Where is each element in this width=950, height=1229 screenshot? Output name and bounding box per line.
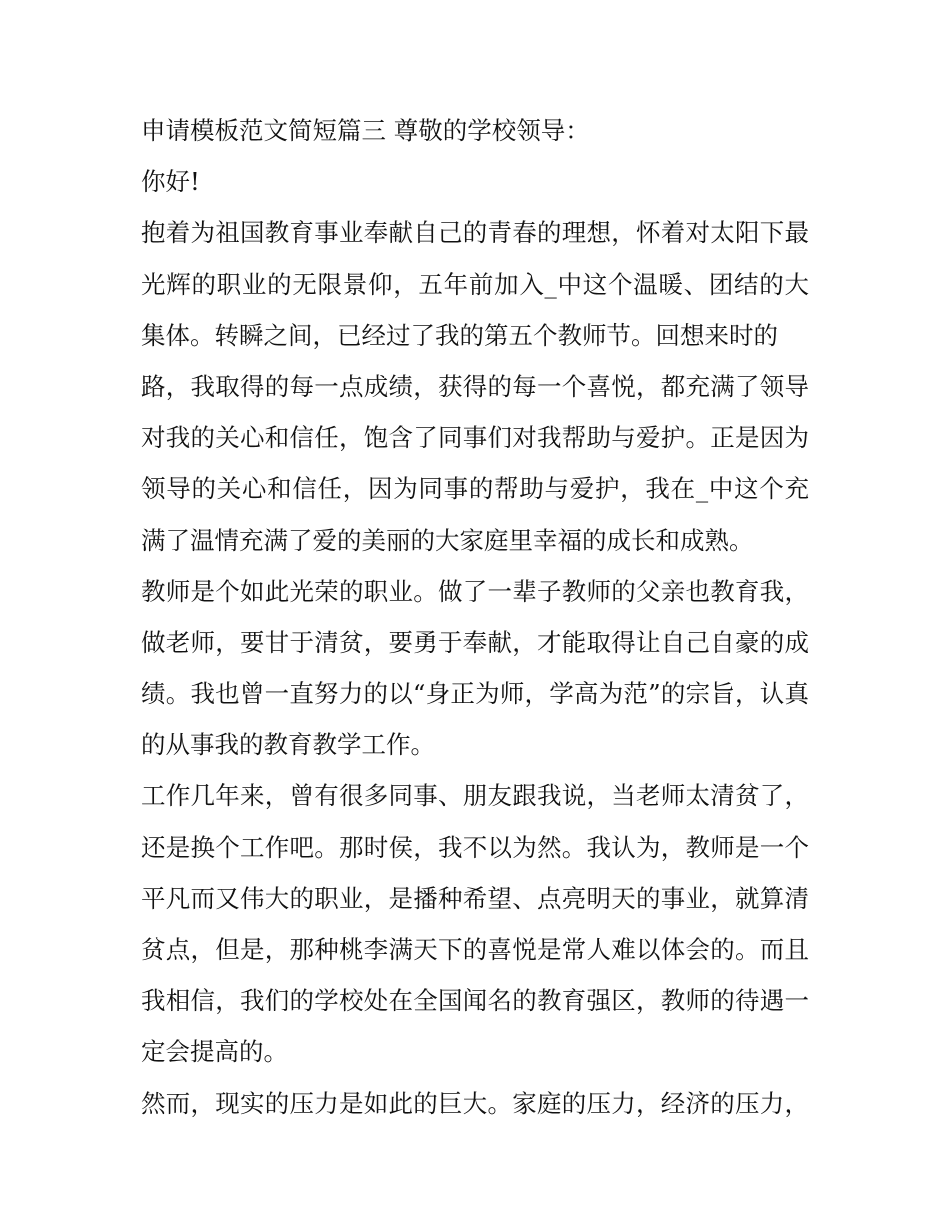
text-line: 对我的关心和信任，饱含了同事们对我帮助与爱护。正是因为 [141, 423, 809, 453]
text-line: 抱着为祖国教育事业奉献自己的青春的理想，怀着对太阳下最 [141, 218, 809, 248]
text-line: 你好! [141, 167, 200, 197]
text-line: 做老师，要甘于清贫，要勇于奉献，才能取得让自己自豪的成 [141, 627, 809, 657]
text-line: 我相信，我们的学校处在全国闻名的教育强区，教师的待遇一 [141, 986, 809, 1016]
document-body [141, 105, 821, 1129]
text-line: 的从事我的教育教学工作。 [141, 730, 435, 760]
text-line: 领导的关心和信任，因为同事的帮助与爱护，我在_中这个充 [141, 474, 809, 504]
text-line: 路，我取得的每一点成绩，获得的每一个喜悦，都充满了领导 [141, 371, 809, 401]
text-line: 教师是个如此光荣的职业。做了一辈子教师的父亲也教育我， [141, 576, 809, 606]
text-line: 光辉的职业的无限景仰，五年前加入_中这个温暖、团结的大 [141, 269, 809, 299]
text-line: 集体。转瞬之间，已经过了我的第五个教师节。回想来时的 [141, 320, 778, 350]
text-line: 满了温情充满了爱的美丽的大家庭里幸福的成长和成熟。 [141, 525, 754, 555]
text-line: 工作几年来，曾有很多同事、朋友跟我说，当老师太清贫了， [141, 781, 809, 811]
text-line: 申请模板范文简短篇三 尊敬的学校领导： [141, 116, 590, 145]
text-line: 贫点，但是，那种桃李满天下的喜悦是常人难以体会的。而且 [141, 935, 809, 964]
text-line: 然而，现实的压力是如此的巨大。家庭的压力，经济的压力， [141, 1088, 809, 1118]
text-line: 平凡而又伟大的职业，是播种希望、点亮明天的事业，就算清 [141, 883, 809, 913]
text-line: 定会提高的。 [141, 1037, 288, 1067]
text-line: 还是换个工作吧。那时侯，我不以为然。我认为，教师是一个 [141, 832, 809, 862]
text-line: 绩。我也曾一直努力的以“身正为师，学高为范”的宗旨，认真 [141, 679, 809, 709]
